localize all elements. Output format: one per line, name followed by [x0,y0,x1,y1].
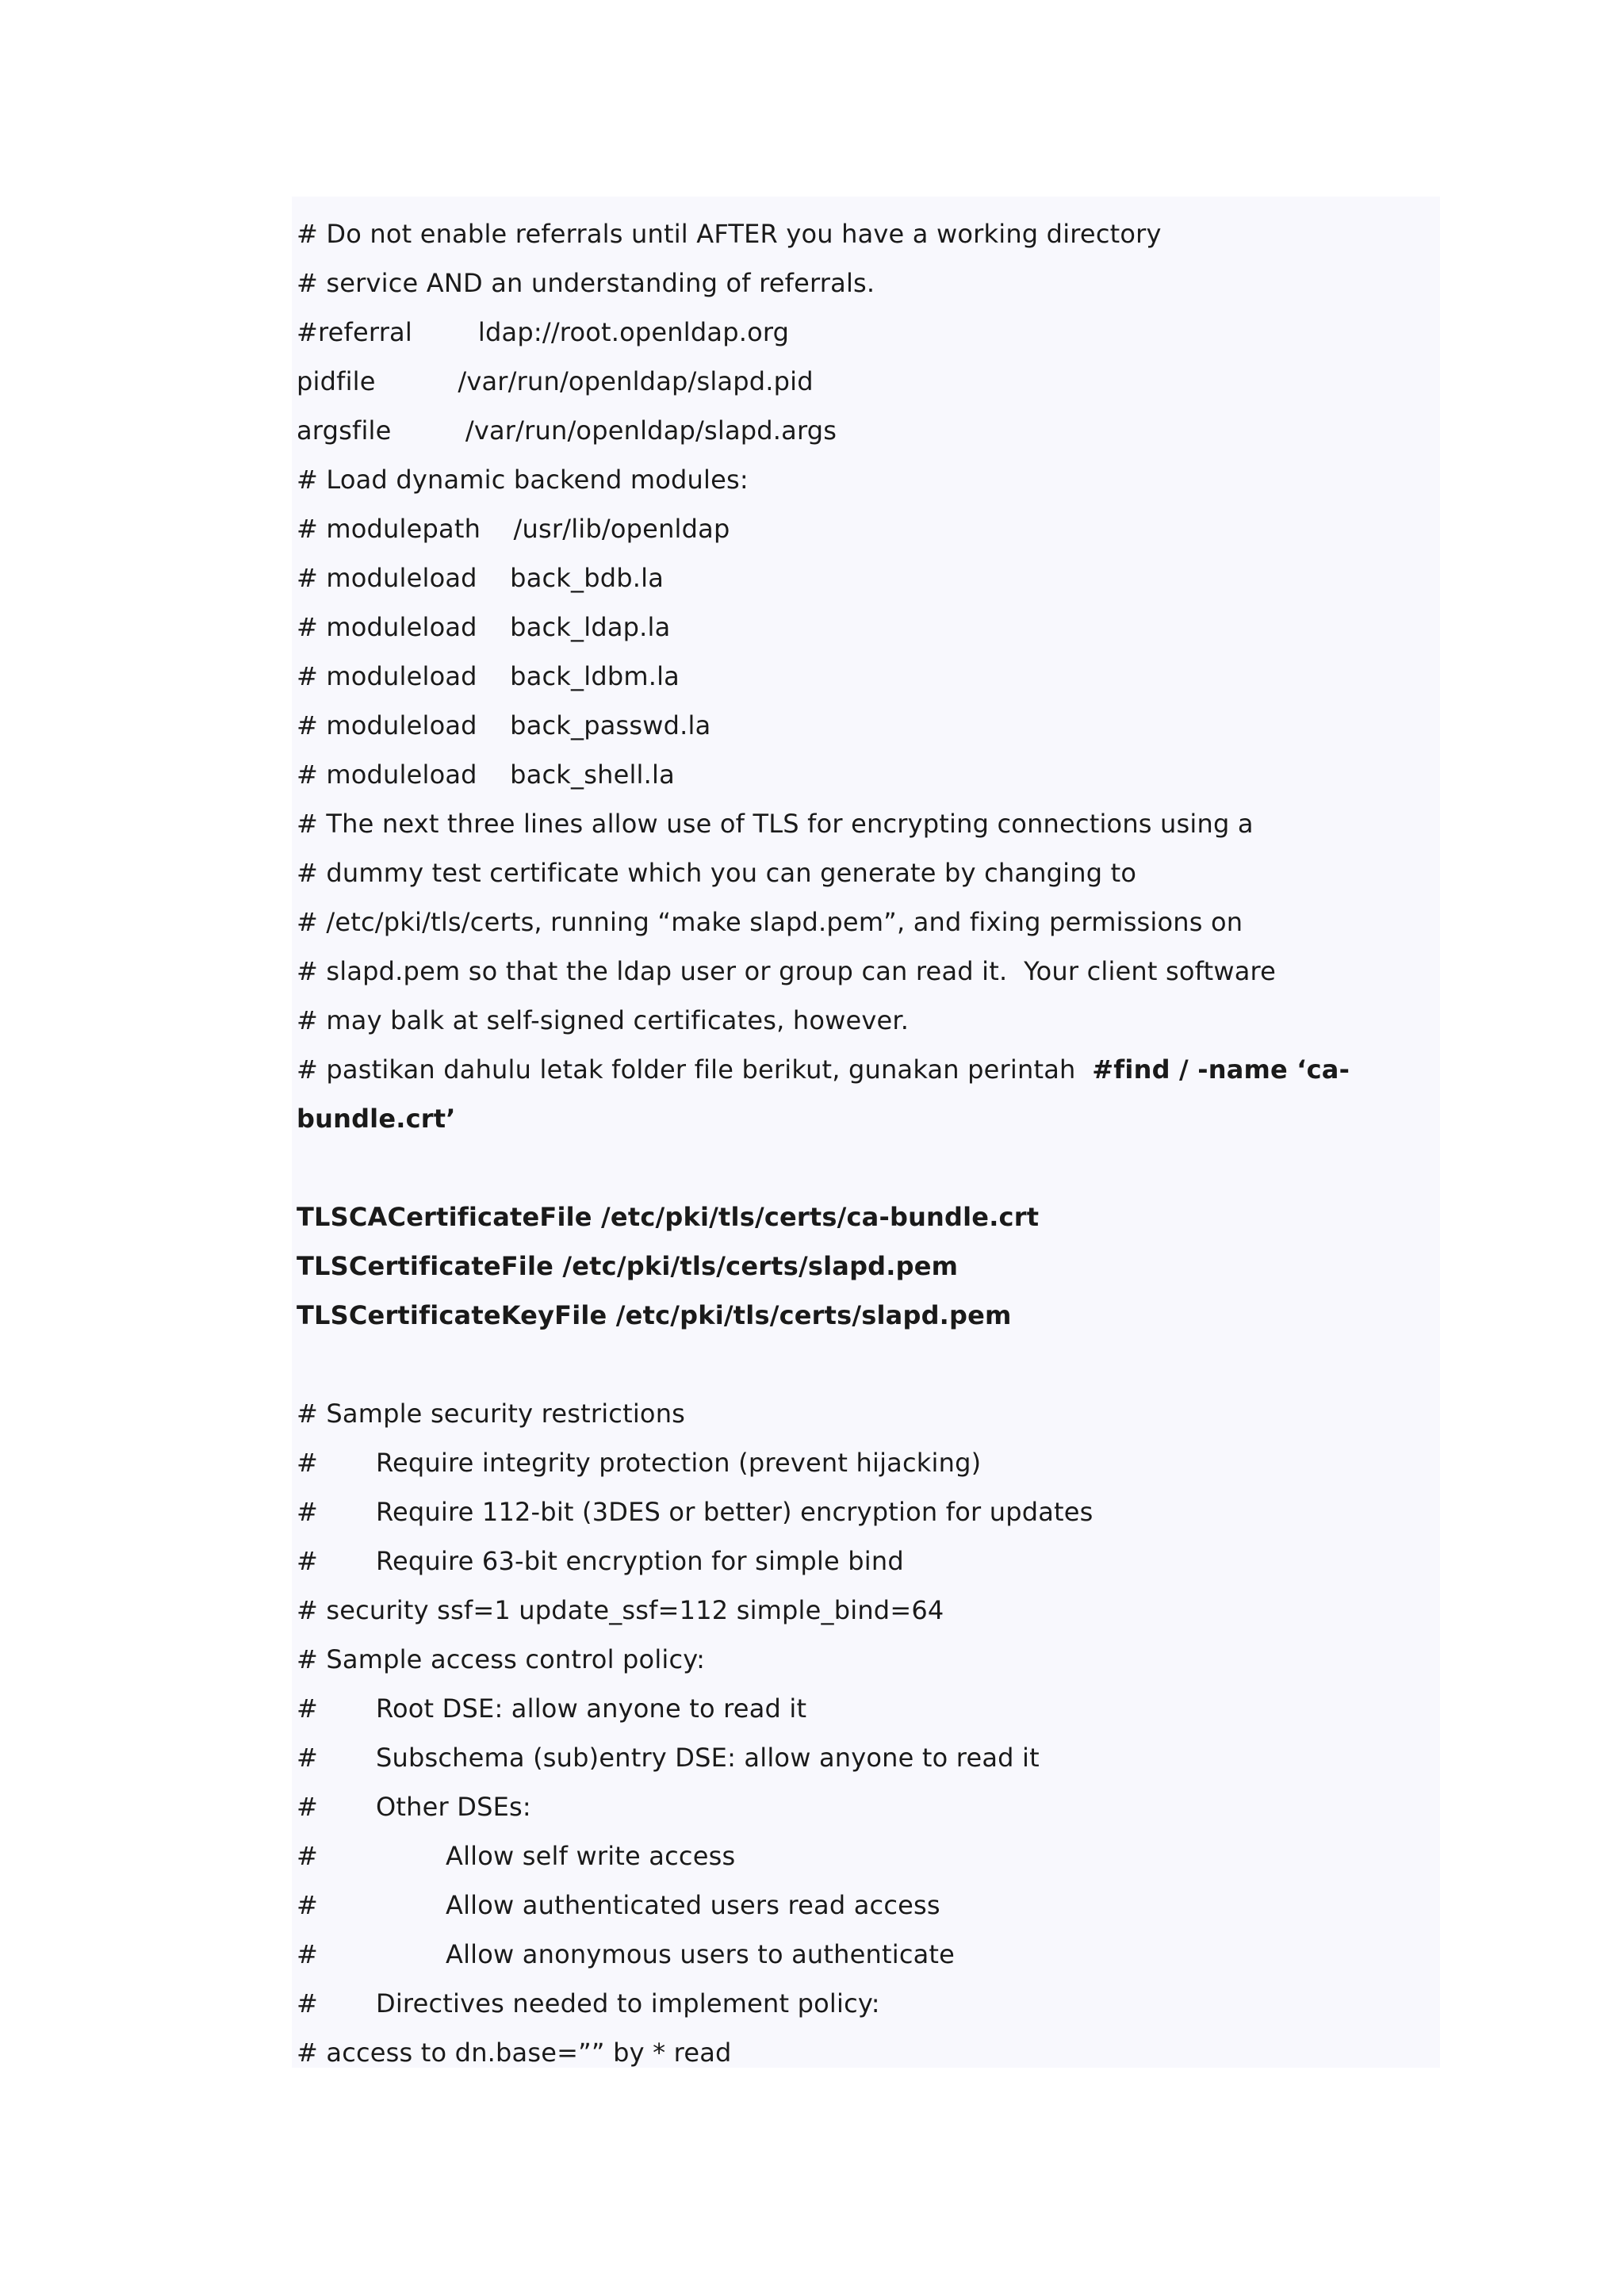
config-line: # /etc/pki/tls/certs, running “make slapd.pem”, and fixing permissions on [297,907,1243,937]
comment-hash: # [297,1546,319,1576]
comment-hash: # [297,1890,319,1920]
security-comment-line: # Sample security restrictions [297,1399,686,1429]
config-line: argsfile /var/run/openldap/slapd.args [297,415,837,446]
access-comment-line [297,1684,1438,1733]
config-listing [297,209,1438,2077]
blank-line [297,1143,1438,1192]
access-comment-line [297,1831,1438,1881]
config-line: # moduleload back_bdb.la [297,563,665,593]
blank-line [297,1340,1438,1389]
config-line: # moduleload back_passwd.la [297,710,711,740]
comment-hash: # [297,1939,319,1969]
config-line: # moduleload back_ldbm.la [297,661,680,691]
find-command-continuation: bundle.crt’ [297,1104,456,1134]
access-comment-line: # access to dn.base=”” by * read [297,2038,732,2068]
access-comment-line: # Sample access control policy: [297,1644,706,1674]
comment-hash: # [297,1448,319,1478]
comment-hash: # [297,1988,319,2019]
comment-hash: # [297,1841,319,1871]
comment-text: Allow authenticated users read access [446,1890,940,1920]
config-line: # Do not enable referrals until AFTER you have a working directory [297,219,1162,249]
comment-text: Require 63-bit encryption for simple bind [376,1546,904,1576]
access-comment-line [297,1733,1438,1782]
access-comment-line [297,1881,1438,1930]
comment-text: Directives needed to implement policy: [376,1988,880,2019]
comment-text: Require 112-bit (3DES or better) encryption for updates [376,1497,1094,1527]
config-line: #referral ldap://root.openldap.org [297,317,790,347]
comment-text: Allow self write access [446,1841,736,1871]
comment-hash: # [297,1497,319,1527]
tls-certificate-line: TLSCertificateFile /etc/pki/tls/certs/slapd.pem [297,1251,959,1281]
find-instruction-line [297,1045,1438,1094]
comment-text: Subschema (sub)entry DSE: allow anyone to read it [376,1743,1040,1773]
find-command: #find / -name ‘ca- [1092,1054,1350,1085]
find-instruction-text: # pastikan dahulu letak folder file berikut, gunakan perintah [297,1054,1093,1085]
config-line: # moduleload back_ldap.la [297,612,671,642]
config-line: # The next three lines allow use of TLS for encrypting connections using a [297,809,1254,839]
comment-text: Other DSEs: [376,1792,531,1822]
security-comment-line [297,1487,1438,1536]
config-line: # Load dynamic backend modules: [297,465,749,495]
tls-certificate-key-line: TLSCertificateKeyFile /etc/pki/tls/certs/slapd.pem [297,1300,1012,1330]
config-line: # modulepath /usr/lib/openldap [297,514,730,544]
comment-text: Root DSE: allow anyone to read it [376,1693,807,1724]
security-comment-line [297,1438,1438,1487]
security-comment-line: # security ssf=1 update_ssf=112 simple_bind=64 [297,1595,944,1625]
comment-text: Allow anonymous users to authenticate [446,1939,956,1969]
comment-hash: # [297,1693,319,1724]
tls-ca-certificate-line: TLSCACertificateFile /etc/pki/tls/certs/ca-bundle.crt [297,1202,1040,1232]
config-line: # slapd.pem so that the ldap user or group can read it. Your client software [297,956,1277,986]
config-line: pidfile /var/run/openldap/slapd.pid [297,366,814,396]
comment-hash: # [297,1743,319,1773]
security-comment-line [297,1536,1438,1586]
access-comment-line [297,1930,1438,1979]
access-comment-line [297,1782,1438,1831]
config-line: # dummy test certificate which you can generate by changing to [297,858,1137,888]
access-comment-line [297,1979,1438,2028]
comment-text: Require integrity protection (prevent hijacking) [376,1448,982,1478]
config-line: # service AND an understanding of referrals. [297,268,875,298]
comment-hash: # [297,1792,319,1822]
config-line: # may balk at self-signed certificates, however. [297,1005,910,1035]
config-line: # moduleload back_shell.la [297,760,675,790]
